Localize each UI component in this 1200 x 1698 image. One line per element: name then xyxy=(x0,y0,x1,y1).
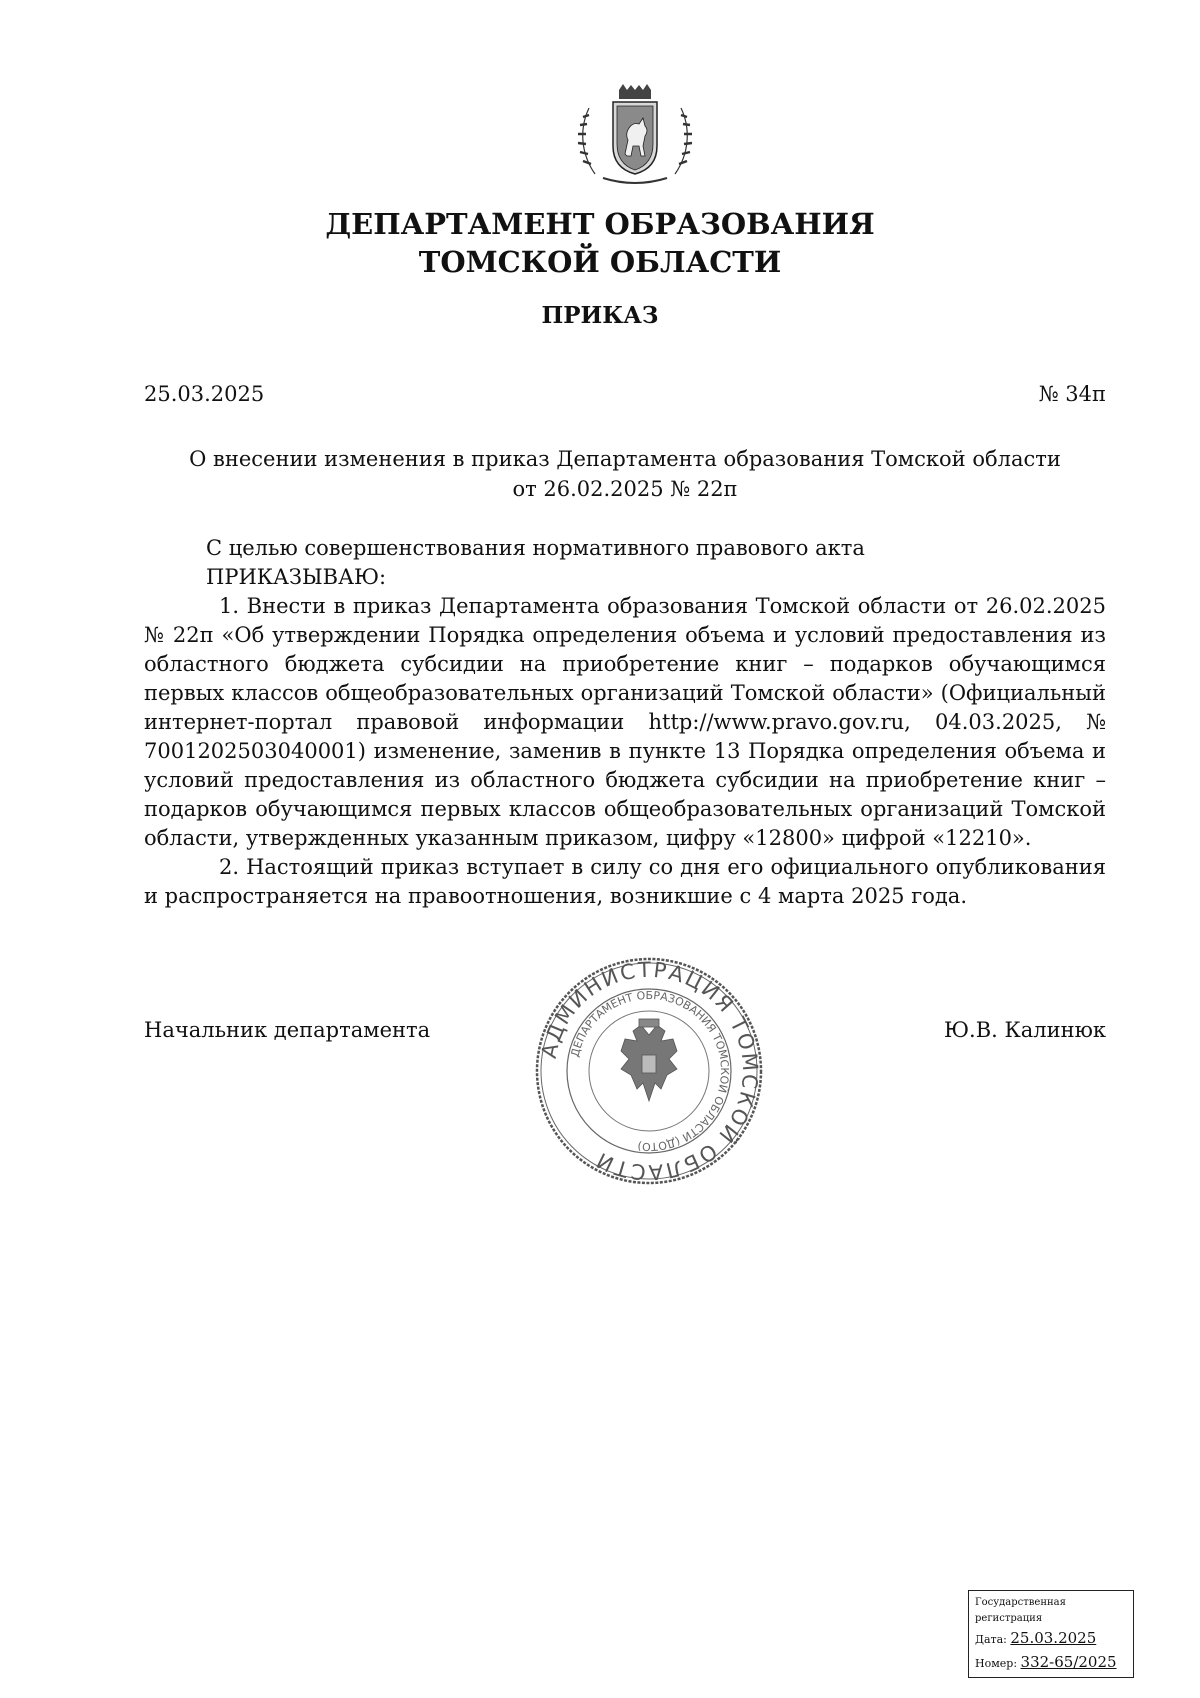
state-registration-box xyxy=(968,1590,1134,1678)
signatory-name: Ю.В. Калинюк xyxy=(943,1018,1106,1042)
signatory-role: Начальник департамента xyxy=(144,1018,431,1042)
seal-inner-text: ДЕПАРТАМЕНТ ОБРАЗОВАНИЯ ТОМСКОЙ ОБЛАСТИ (ДОТО) xyxy=(568,988,732,1154)
body-intro: С целью совершенствования нормативного правового акта xyxy=(206,536,865,560)
department-title-line1: ДЕПАРТАМЕНТ ОБРАЗОВАНИЯ xyxy=(325,207,875,241)
coat-of-arms-emblem-icon xyxy=(573,84,697,188)
registration-date-label: Дата: xyxy=(975,1633,1007,1646)
registration-date-value: 25.03.2025 xyxy=(1010,1629,1097,1647)
body-item-2: 2. Настоящий приказ вступает в силу со дня его официального опубликования и распространяется на правоотношения, возникшие с 4 марта 2025 года. xyxy=(144,855,1106,908)
registration-date-row xyxy=(975,1627,1127,1651)
registration-number-row xyxy=(975,1651,1127,1675)
registration-number-value: 332-65/2025 xyxy=(1020,1653,1117,1671)
registration-title: Государственная регистрация xyxy=(975,1597,1066,1624)
subject-line1: О внесении изменения в приказ Департамента образования Томской области xyxy=(189,447,1061,471)
seal-outer-text: АДМИНИСТРАЦИЯ ТОМСКОЙ ОБЛАСТИ xyxy=(536,957,763,1185)
document-body xyxy=(144,534,1106,911)
body-order-word: ПРИКАЗЫВАЮ: xyxy=(206,565,387,589)
document-type-heading: ПРИКАЗ xyxy=(541,302,659,329)
document-subject xyxy=(144,444,1106,504)
document-number: № 34п xyxy=(1038,382,1106,406)
body-item-1: 1. Внести в приказ Департамента образования Томской области от 26.02.2025 № 22п «Об утверждении Порядка определения объема и условий предоставления из областного бюджета субсидии на приобретение книг – подарков обучающимся первых классов общеобразовательных организаций Томской области» (Официальный интернет-портал правовой информации http://www.pravo.gov.ru, 04.03.2025, № 7001202503040001) изменение, заменив в пункте 13 Порядка определения объема и условий предоставления из областного бюджета субсидии на приобретение книг – подарков обучающимся первых классов общеобразовательных организаций Томской области, утвержденных указанным приказом, цифру «12800» цифрой «12210». xyxy=(144,594,1106,850)
registration-number-label: Номер: xyxy=(975,1657,1018,1670)
document-date: 25.03.2025 xyxy=(144,382,265,406)
subject-line2: от 26.02.2025 № 22п xyxy=(512,477,738,501)
department-title-line2: ТОМСКОЙ ОБЛАСТИ xyxy=(418,245,782,279)
official-seal-stamp xyxy=(533,955,765,1187)
